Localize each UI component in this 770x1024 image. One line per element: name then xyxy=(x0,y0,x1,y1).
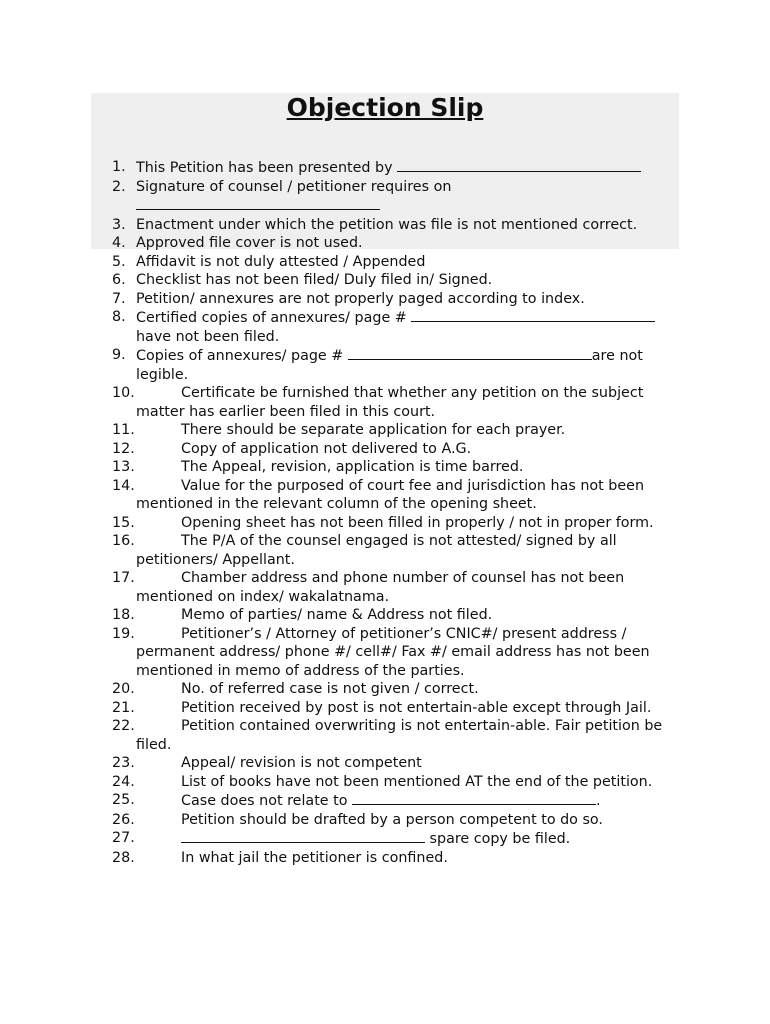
objection-item xyxy=(108,158,688,178)
item-text: No. of referred case is not given / correct. xyxy=(181,681,479,697)
objection-item xyxy=(108,346,688,384)
item-text-after: . xyxy=(596,793,601,809)
item-text: Petition/ annexures are not properly paged according to index. xyxy=(136,290,585,307)
objection-item xyxy=(108,717,688,754)
objection-item xyxy=(108,308,688,346)
objection-item xyxy=(108,271,688,290)
item-number: 2. xyxy=(112,178,126,195)
item-number: 5. xyxy=(112,253,126,270)
fill-in-blank[interactable] xyxy=(411,308,655,322)
item-text: List of books have not been mentioned AT the end of the petition. xyxy=(181,773,653,790)
item-number: 7. xyxy=(112,290,126,307)
item-text: Memo of parties/ name & Address not filed. xyxy=(181,607,493,623)
item-text: Approved file cover is not used. xyxy=(136,235,363,251)
objection-item xyxy=(108,773,688,792)
item-text: Checklist has not been filed/ Duly filed in/ Signed. xyxy=(136,272,493,288)
item-number: 8. xyxy=(112,309,126,325)
objection-item xyxy=(108,829,688,849)
item-number: 21. xyxy=(112,699,135,716)
objection-item xyxy=(108,477,688,514)
item-text: Petition contained overwriting is not entertain-able. Fair petition be filed. xyxy=(136,718,663,753)
item-number: 9. xyxy=(112,347,126,363)
item-number: 3. xyxy=(112,216,126,233)
item-number: 18. xyxy=(112,607,135,623)
objection-item xyxy=(108,514,688,533)
item-number: 14. xyxy=(112,477,135,494)
item-text: Chamber address and phone number of counsel has not been mentioned on index/ wakalatnama. xyxy=(136,570,625,605)
item-text: Value for the purposed of court fee and jurisdiction has not been mentioned in the relevant column of the opening sheet. xyxy=(136,477,645,512)
item-text: This Petition has been presented by xyxy=(136,160,398,176)
document-title: Objection Slip xyxy=(286,93,484,122)
item-text: Petitioner’s / Attorney of petitioner’s CNIC#/ present address / permanent address/ phone #/ cell#/ Fax #/ email address has not been mentioned in memo of address of the parties. xyxy=(136,625,650,679)
objection-item xyxy=(108,569,688,606)
item-number: 10. xyxy=(112,385,135,401)
item-number: 24. xyxy=(112,773,135,790)
item-text: Signature of counsel / petitioner requires on xyxy=(136,178,452,195)
item-number: 17. xyxy=(112,570,135,586)
objection-item xyxy=(108,216,688,235)
fill-in-blank[interactable] xyxy=(352,791,596,805)
item-number: 23. xyxy=(112,755,135,771)
objection-item xyxy=(108,625,688,681)
item-text: There should be separate application for each prayer. xyxy=(181,422,566,438)
objection-item xyxy=(108,290,688,309)
item-text: Copy of application not delivered to A.G. xyxy=(181,440,472,457)
item-number: 15. xyxy=(112,514,135,531)
objection-item xyxy=(108,849,688,868)
item-number: 22. xyxy=(112,718,135,734)
item-text: Petition should be drafted by a person competent to do so. xyxy=(181,811,603,828)
item-text: The Appeal, revision, application is time barred. xyxy=(181,459,524,475)
fill-in-blank[interactable] xyxy=(181,829,425,843)
item-text: The P/A of the counsel engaged is not attested/ signed by all petitioners/ Appellant. xyxy=(136,533,617,568)
item-number: 27. xyxy=(112,830,135,846)
objection-item xyxy=(108,680,688,699)
item-number: 4. xyxy=(112,235,126,251)
objection-list xyxy=(108,158,688,867)
item-number: 13. xyxy=(112,459,135,475)
item-number: 19. xyxy=(112,625,135,642)
objection-item xyxy=(108,458,688,477)
objection-item xyxy=(108,532,688,569)
fill-in-blank[interactable] xyxy=(136,196,380,210)
item-number: 25. xyxy=(112,792,135,808)
objection-item xyxy=(108,253,688,272)
item-number: 1. xyxy=(112,159,126,175)
fill-in-blank[interactable] xyxy=(397,158,641,172)
item-text: Appeal/ revision is not competent xyxy=(181,755,422,771)
item-text: Enactment under which the petition was file is not mentioned correct. xyxy=(136,216,638,233)
item-text: Affidavit is not duly attested / Appended xyxy=(136,253,426,270)
item-text-after: have not been filed. xyxy=(136,328,280,345)
item-text: Opening sheet has not been filled in properly / not in proper form. xyxy=(181,514,654,531)
item-text-after: spare copy be filed. xyxy=(425,831,571,847)
item-text: Certified copies of annexures/ page # xyxy=(136,310,412,326)
item-text: In what jail the petitioner is confined. xyxy=(181,849,448,866)
objection-item xyxy=(108,606,688,625)
objection-item xyxy=(108,791,688,811)
item-number: 16. xyxy=(112,533,135,549)
item-number: 26. xyxy=(112,811,135,828)
item-text: Certificate be furnished that whether any petition on the subject matter has earlier been filed in this court. xyxy=(136,385,644,420)
objection-item xyxy=(108,754,688,773)
objection-item xyxy=(108,178,688,216)
item-number: 20. xyxy=(112,681,135,697)
objection-item xyxy=(108,811,688,830)
objection-item xyxy=(108,234,688,253)
objection-item xyxy=(108,384,688,421)
item-number: 12. xyxy=(112,440,135,457)
fill-in-blank[interactable] xyxy=(348,346,592,360)
item-text: Copies of annexures/ page # xyxy=(136,348,348,364)
item-number: 6. xyxy=(112,272,126,288)
objection-item xyxy=(108,440,688,459)
item-number: 28. xyxy=(112,849,135,866)
item-text: Case does not relate to xyxy=(181,793,353,809)
item-text: Petition received by post is not entertain-able except through Jail. xyxy=(181,699,652,716)
objection-item xyxy=(108,699,688,718)
item-text-after: are not legible. xyxy=(136,348,643,383)
objection-item xyxy=(108,421,688,440)
item-number: 11. xyxy=(112,422,135,438)
